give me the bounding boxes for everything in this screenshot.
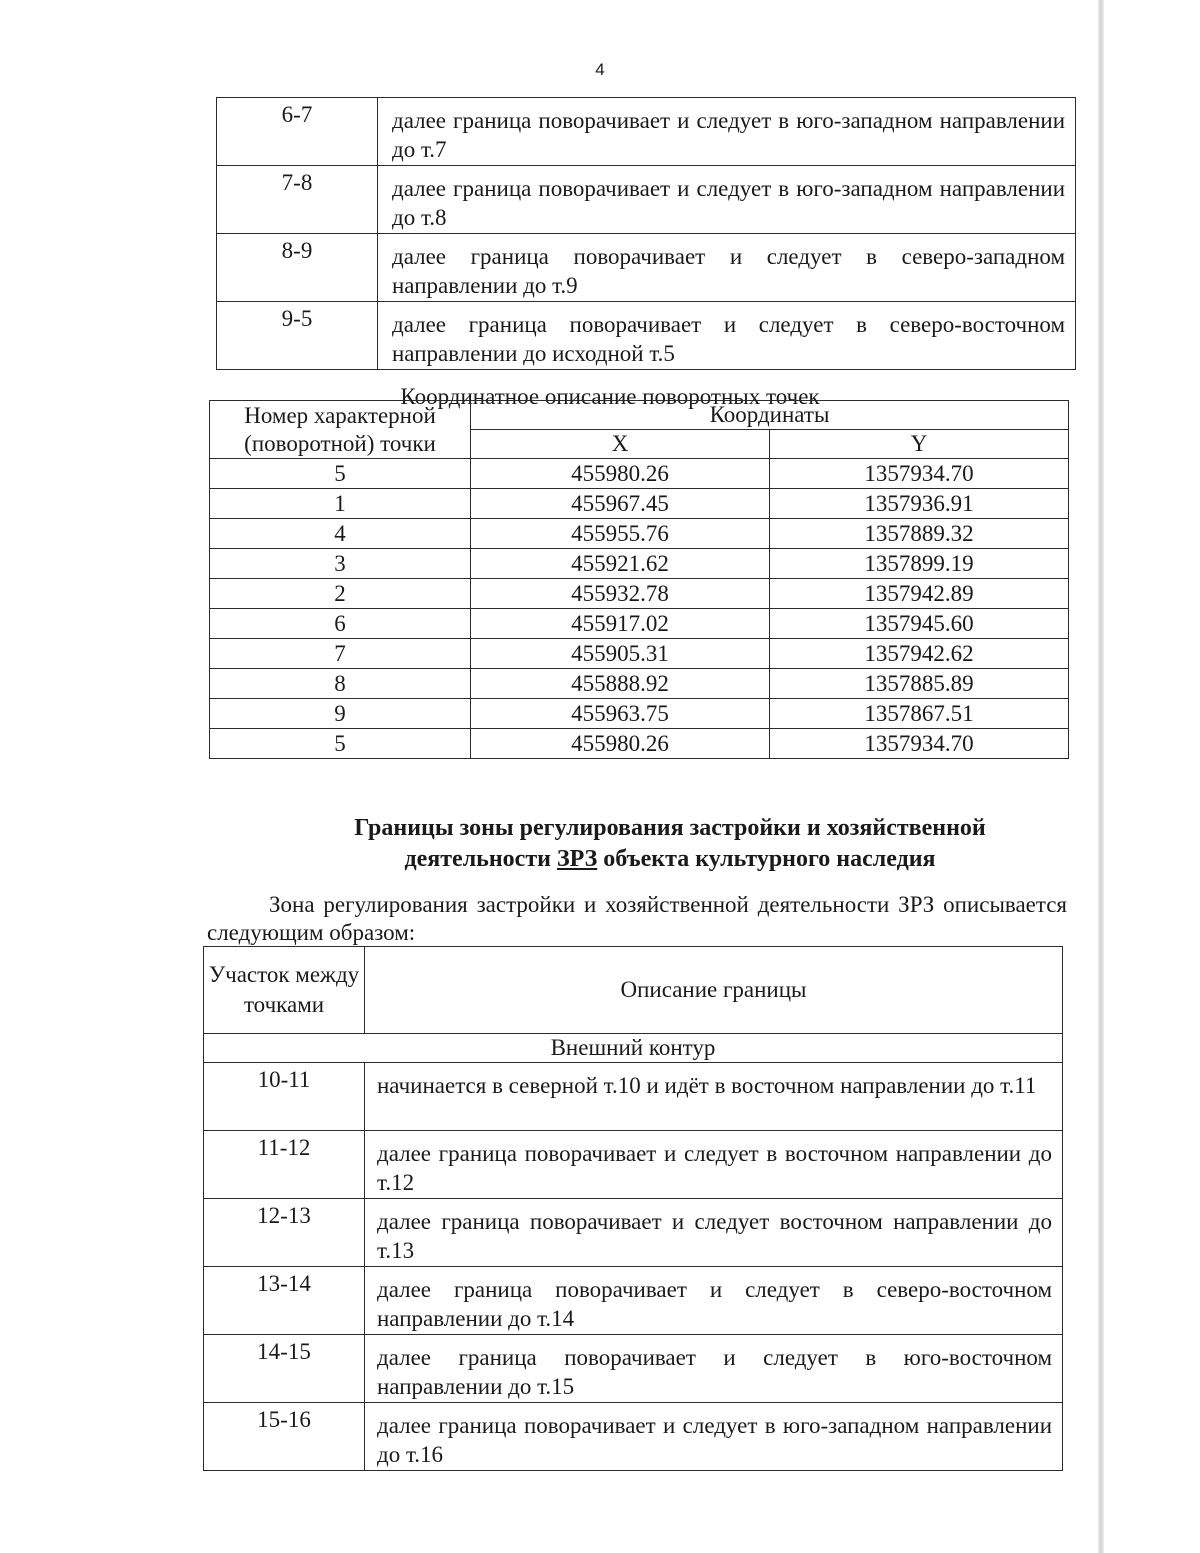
x-cell: 455967.45 [471,489,770,519]
segment-cell: 9-5 [217,302,378,370]
point-cell: 4 [210,519,471,549]
y-header: Y [770,430,1069,459]
x-header: X [471,430,770,459]
description-cell: далее граница поворачивает и следует в юго-западном направлении до т.8 [378,166,1076,234]
y-cell: 1357867.51 [770,699,1069,729]
scan-page-edge [1098,0,1104,1553]
y-cell: 1357936.91 [770,489,1069,519]
x-cell: 455980.26 [471,729,770,759]
table-row [210,519,1069,549]
section-heading [300,813,1040,875]
x-cell: 455955.76 [471,519,770,549]
table-row [210,669,1069,699]
x-cell: 455932.78 [471,579,770,609]
point-number-header: Номер характерной (поворотной) точки [210,401,471,459]
y-cell: 1357942.62 [770,639,1069,669]
description-cell: далее граница поворачивает и следует в северо-западном направлении до т.9 [378,234,1076,302]
point-cell: 7 [210,639,471,669]
description-cell: далее граница поворачивает и следует в юго-западном направлении до т.16 [365,1403,1063,1471]
description-cell: далее граница поворачивает и следует в юго-западном направлении до т.7 [378,98,1076,166]
x-cell: 455905.31 [471,639,770,669]
segment-cell: 14-15 [204,1335,365,1403]
table-row [204,1063,1063,1131]
segment-cell: 10-11 [204,1063,365,1131]
band-row [204,1034,1063,1063]
boundary-table-zrz [203,946,1063,1471]
point-cell: 1 [210,489,471,519]
heading-text: Границы зоны регулирования застройки и хозяйственной деятельности [354,815,986,872]
point-cell: 9 [210,699,471,729]
coordinates-table [209,400,1069,759]
outer-contour-label: Внешний контур [204,1034,1063,1063]
point-cell: 5 [210,459,471,489]
table-row [204,1199,1063,1267]
table-row [204,1131,1063,1199]
table-row [204,1335,1063,1403]
description-cell: далее граница поворачивает и следует в северо-восточном направлении до т.14 [365,1267,1063,1335]
description-cell: далее граница поворачивает и следует восточном направлении до т.13 [365,1199,1063,1267]
point-cell: 5 [210,729,471,759]
heading-text-end: объекта культурного наследия [597,846,936,872]
table-row [217,302,1076,370]
header-row [210,401,1069,430]
segment-cell: 8-9 [217,234,378,302]
page-number: 4 [595,60,605,79]
y-cell: 1357934.70 [770,459,1069,489]
table-row [204,1267,1063,1335]
intro-paragraph: Зона регулирования застройки и хозяйственной деятельности ЗРЗ описывается следующим образом: [207,892,1067,945]
segment-cell: 12-13 [204,1199,365,1267]
segment-cell: 13-14 [204,1267,365,1335]
segment-header: Участок между точками [204,947,365,1034]
point-cell: 2 [210,579,471,609]
coordinates-caption: Координатное описание поворотных точек [400,384,820,409]
table-row [210,579,1069,609]
y-cell: 1357899.19 [770,549,1069,579]
segment-cell: 6-7 [217,98,378,166]
y-cell: 1357945.60 [770,609,1069,639]
description-cell: далее граница поворачивает и следует в восточном направлении до т.12 [365,1131,1063,1199]
table-row [217,98,1076,166]
table-row [217,234,1076,302]
table-row [210,729,1069,759]
point-cell: 6 [210,609,471,639]
description-cell: начинается в северной т.10 и идёт в восточном направлении до т.11 [365,1063,1063,1131]
header-row [204,947,1063,1034]
x-cell: 455917.02 [471,609,770,639]
table-row [210,459,1069,489]
coordinates-header: Координаты [471,401,1069,430]
segment-cell: 7-8 [217,166,378,234]
table-row [210,549,1069,579]
heading-zrz-underlined: ЗРЗ [556,846,598,872]
y-cell: 1357934.70 [770,729,1069,759]
table-row [210,489,1069,519]
y-cell: 1357885.89 [770,669,1069,699]
boundary-table-previous [216,97,1076,370]
segment-cell: 15-16 [204,1403,365,1471]
y-cell: 1357942.89 [770,579,1069,609]
table-row [217,166,1076,234]
x-cell: 455921.62 [471,549,770,579]
segment-cell: 11-12 [204,1131,365,1199]
point-cell: 8 [210,669,471,699]
table-row [210,609,1069,639]
x-cell: 455888.92 [471,669,770,699]
table-row [204,1403,1063,1471]
y-cell: 1357889.32 [770,519,1069,549]
table-row [210,699,1069,729]
table-row [210,639,1069,669]
description-header: Описание границы [365,947,1063,1034]
description-cell: далее граница поворачивает и следует в северо-восточном направлении до исходной т.5 [378,302,1076,370]
x-cell: 455980.26 [471,459,770,489]
description-cell: далее граница поворачивает и следует в юго-восточном направлении до т.15 [365,1335,1063,1403]
point-cell: 3 [210,549,471,579]
x-cell: 455963.75 [471,699,770,729]
